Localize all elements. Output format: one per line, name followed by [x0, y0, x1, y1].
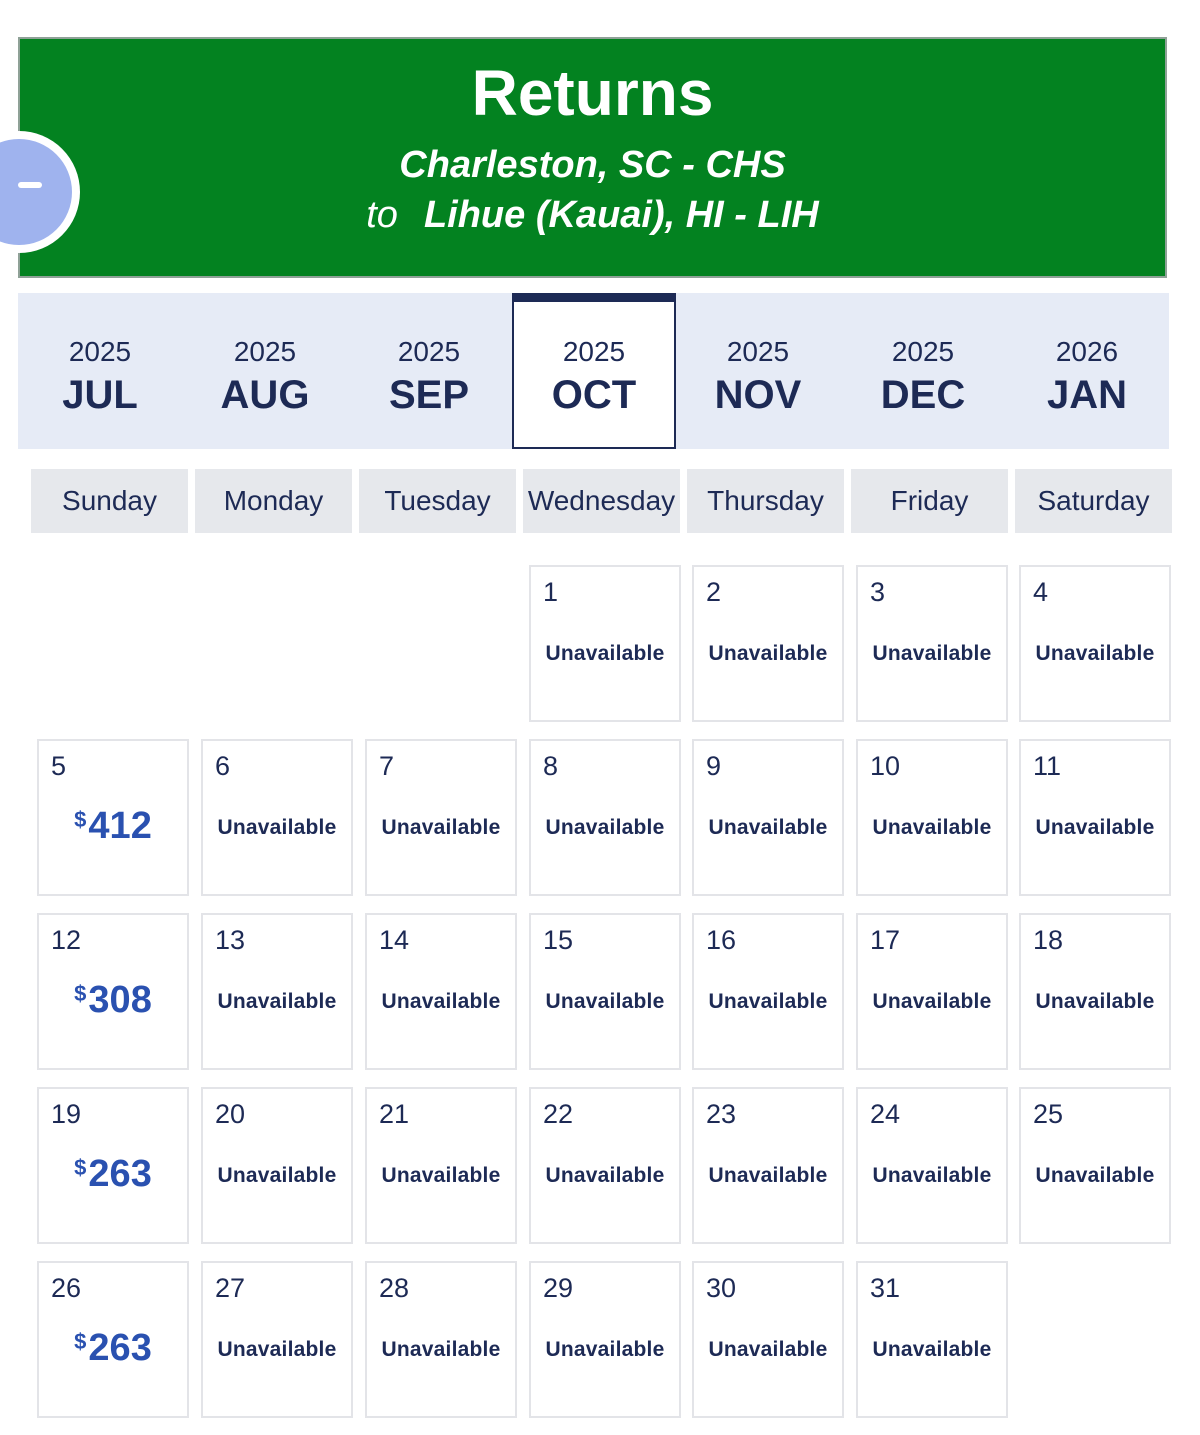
- month-tab-label: JAN: [1046, 373, 1128, 417]
- day-cell-29[interactable]: [529, 1261, 681, 1418]
- day-cell-10[interactable]: [856, 739, 1008, 896]
- unavailable-label: Unavailable: [545, 642, 665, 665]
- weekday-saturday: Saturday: [1015, 469, 1172, 533]
- fare-price: [39, 807, 187, 845]
- day-cell-18[interactable]: [1019, 913, 1171, 1070]
- currency-symbol: $: [74, 1329, 87, 1354]
- unavailable-label: Unavailable: [708, 1338, 828, 1361]
- unavailable-label: Unavailable: [381, 1164, 501, 1187]
- month-tab-year: 2025: [233, 336, 297, 367]
- weekday-header-row: [31, 469, 1171, 533]
- day-number: 2: [706, 577, 722, 607]
- destination-line: [20, 196, 1165, 234]
- unavailable-label: Unavailable: [1035, 816, 1155, 839]
- day-number: 12: [51, 925, 82, 955]
- fare-price: [39, 1329, 187, 1367]
- day-cell-1[interactable]: [529, 565, 681, 722]
- day-number: 18: [1033, 925, 1064, 955]
- month-tab-year: 2025: [726, 336, 790, 367]
- day-number: 5: [51, 751, 67, 781]
- month-tab-label: AUG: [220, 373, 310, 417]
- day-number: 14: [379, 925, 410, 955]
- fare-amount: 263: [88, 1153, 152, 1195]
- unavailable-label: Unavailable: [708, 816, 828, 839]
- unavailable-label: Unavailable: [217, 990, 337, 1013]
- fare-amount: 412: [88, 805, 152, 847]
- day-cell-13[interactable]: [201, 913, 353, 1070]
- month-selector: [18, 293, 1169, 449]
- day-cell-24[interactable]: [856, 1087, 1008, 1244]
- day-number: 20: [215, 1099, 246, 1129]
- day-cell-12[interactable]: [37, 913, 189, 1070]
- unavailable-label: Unavailable: [381, 816, 501, 839]
- unavailable-label: Unavailable: [1035, 990, 1155, 1013]
- day-cell-9[interactable]: [692, 739, 844, 896]
- unavailable-label: Unavailable: [217, 816, 337, 839]
- weekday-tuesday: Tuesday: [359, 469, 516, 533]
- month-tab-year: 2025: [68, 336, 132, 367]
- day-number: 9: [706, 751, 722, 781]
- month-tab-jan-2026[interactable]: [1005, 293, 1169, 449]
- unavailable-label: Unavailable: [708, 642, 828, 665]
- day-cell-6[interactable]: [201, 739, 353, 896]
- day-number: 28: [379, 1273, 410, 1303]
- weekday-thursday: Thursday: [687, 469, 844, 533]
- day-cell-30[interactable]: [692, 1261, 844, 1418]
- unavailable-label: Unavailable: [217, 1164, 337, 1187]
- month-tab-year: 2026: [1055, 336, 1119, 367]
- day-cell-14[interactable]: [365, 913, 517, 1070]
- day-cell-15[interactable]: [529, 913, 681, 1070]
- day-cell-25[interactable]: [1019, 1087, 1171, 1244]
- currency-symbol: $: [74, 807, 87, 832]
- month-tab-aug-2025[interactable]: [183, 293, 347, 449]
- unavailable-label: Unavailable: [872, 1164, 992, 1187]
- day-number: 3: [870, 577, 886, 607]
- unavailable-label: Unavailable: [708, 990, 828, 1013]
- destination-label: Lihue (Kauai), HI - LIH: [423, 194, 819, 236]
- month-tab-sep-2025[interactable]: [347, 293, 511, 449]
- day-cell-22[interactable]: [529, 1087, 681, 1244]
- day-cell-8[interactable]: [529, 739, 681, 896]
- unavailable-label: Unavailable: [217, 1338, 337, 1361]
- returns-header: [18, 37, 1167, 278]
- day-number: 11: [1033, 751, 1062, 781]
- day-number: 31: [870, 1273, 901, 1303]
- day-number: 27: [215, 1273, 246, 1303]
- month-tab-year: 2025: [562, 336, 626, 367]
- day-number: 21: [379, 1099, 410, 1129]
- day-cell-16[interactable]: [692, 913, 844, 1070]
- day-cell-19[interactable]: [37, 1087, 189, 1244]
- day-number: 16: [706, 925, 737, 955]
- day-number: 24: [870, 1099, 901, 1129]
- unavailable-label: Unavailable: [872, 990, 992, 1013]
- day-cell-2[interactable]: [692, 565, 844, 722]
- currency-symbol: $: [74, 1155, 87, 1180]
- day-number: 17: [870, 925, 901, 955]
- unavailable-label: Unavailable: [381, 1338, 501, 1361]
- day-cell-5[interactable]: [37, 739, 189, 896]
- day-number: 7: [379, 751, 395, 781]
- day-cell-26[interactable]: [37, 1261, 189, 1418]
- unavailable-label: Unavailable: [545, 990, 665, 1013]
- month-tab-label: OCT: [551, 373, 637, 417]
- weekday-monday: Monday: [195, 469, 352, 533]
- month-tab-label: NOV: [714, 373, 802, 417]
- day-number: 25: [1033, 1099, 1064, 1129]
- weekday-wednesday: Wednesday: [523, 469, 680, 533]
- to-word: to: [366, 194, 398, 236]
- day-number: 1: [543, 577, 559, 607]
- day-cell-23[interactable]: [692, 1087, 844, 1244]
- weekday-sunday: Sunday: [31, 469, 188, 533]
- day-number: 29: [543, 1273, 574, 1303]
- fare-price: [39, 981, 187, 1019]
- day-cell-7[interactable]: [365, 739, 517, 896]
- day-number: 8: [543, 751, 559, 781]
- day-number: 26: [51, 1273, 82, 1303]
- collapse-badge-fill: [0, 139, 72, 245]
- month-tab-label: DEC: [880, 373, 966, 417]
- unavailable-label: Unavailable: [708, 1164, 828, 1187]
- day-number: 4: [1033, 577, 1049, 607]
- day-cell-4[interactable]: [1019, 565, 1171, 722]
- unavailable-label: Unavailable: [545, 1338, 665, 1361]
- day-cell-27[interactable]: [201, 1261, 353, 1418]
- page-title: Returns: [471, 57, 714, 129]
- currency-symbol: $: [74, 981, 87, 1006]
- day-number: 10: [870, 751, 901, 781]
- month-tab-label: SEP: [388, 373, 470, 417]
- day-cell-21[interactable]: [365, 1087, 517, 1244]
- day-number: 19: [51, 1099, 82, 1129]
- month-tab-jul-2025[interactable]: [18, 293, 182, 449]
- month-tab-dec-2025[interactable]: [841, 293, 1005, 449]
- unavailable-label: Unavailable: [1035, 642, 1155, 665]
- day-cell-3[interactable]: [856, 565, 1008, 722]
- month-tab-year: 2025: [397, 336, 461, 367]
- day-number: 22: [543, 1099, 574, 1129]
- minus-icon: [18, 182, 42, 188]
- unavailable-label: Unavailable: [545, 1164, 665, 1187]
- day-cell-31[interactable]: [856, 1261, 1008, 1418]
- origin-label: Charleston, SC - CHS: [399, 144, 786, 186]
- day-number: 6: [215, 751, 231, 781]
- unavailable-label: Unavailable: [545, 816, 665, 839]
- day-cell-11[interactable]: [1019, 739, 1171, 896]
- day-cell-28[interactable]: [365, 1261, 517, 1418]
- month-tab-oct-2025[interactable]: [512, 293, 676, 449]
- day-cell-17[interactable]: [856, 913, 1008, 1070]
- fare-amount: 308: [88, 979, 152, 1021]
- day-number: 13: [215, 925, 246, 955]
- day-cell-20[interactable]: [201, 1087, 353, 1244]
- weekday-friday: Friday: [851, 469, 1008, 533]
- fare-price: [39, 1155, 187, 1193]
- unavailable-label: Unavailable: [872, 1338, 992, 1361]
- unavailable-label: Unavailable: [872, 642, 992, 665]
- day-number: 15: [543, 925, 574, 955]
- day-number: 23: [706, 1099, 737, 1129]
- unavailable-label: Unavailable: [1035, 1164, 1155, 1187]
- fare-amount: 263: [88, 1327, 152, 1369]
- month-tab-year: 2025: [891, 336, 955, 367]
- month-tab-label: JUL: [62, 373, 138, 417]
- unavailable-label: Unavailable: [381, 990, 501, 1013]
- day-number: 30: [706, 1273, 737, 1303]
- unavailable-label: Unavailable: [872, 816, 992, 839]
- month-tab-nov-2025[interactable]: [676, 293, 840, 449]
